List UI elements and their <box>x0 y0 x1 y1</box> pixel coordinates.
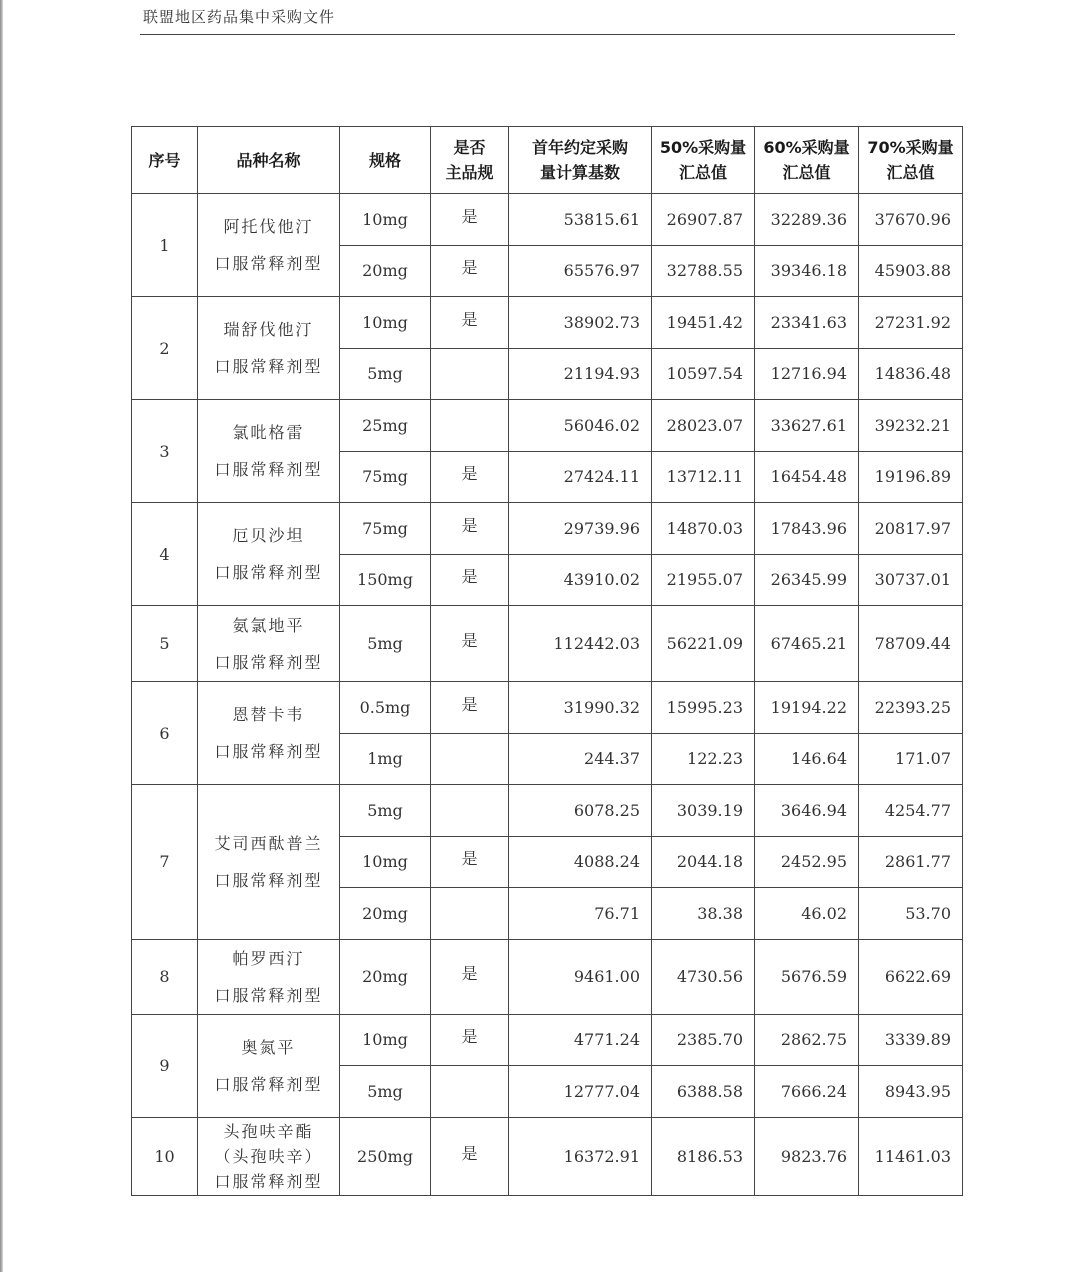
row-60pct-total: 32289.36 <box>755 194 859 246</box>
table-row <box>132 503 963 555</box>
table-row <box>132 785 963 837</box>
row-spec: 5mg <box>340 348 431 400</box>
row-50pct-total: 28023.07 <box>652 400 755 452</box>
row-main-spec <box>431 733 509 785</box>
col-header-70pct: 70%采购量 汇总值 <box>859 127 963 194</box>
table-row <box>132 194 963 246</box>
row-70pct-total: 4254.77 <box>859 785 963 837</box>
row-main-spec: 是 <box>431 939 509 1014</box>
row-base-volume: 76.71 <box>509 888 652 940</box>
row-70pct-total: 45903.88 <box>859 245 963 297</box>
col-header-50pct: 50%采购量 汇总值 <box>652 127 755 194</box>
dosage-form: 口服常释剂型 <box>214 563 323 582</box>
row-60pct-total: 17843.96 <box>755 503 859 555</box>
row-70pct-total: 6622.69 <box>859 939 963 1014</box>
table-row <box>132 400 963 452</box>
row-main-spec: 是 <box>431 503 509 555</box>
dosage-form: 口服常释剂型 <box>214 742 323 761</box>
drug-name: 厄贝沙坦 <box>232 526 305 545</box>
table-row <box>132 1117 963 1195</box>
row-base-volume: 6078.25 <box>509 785 652 837</box>
row-main-spec: 是 <box>431 554 509 606</box>
row-spec: 75mg <box>340 451 431 503</box>
row-drug-name <box>198 1117 340 1195</box>
row-spec: 5mg <box>340 785 431 837</box>
row-70pct-total: 171.07 <box>859 733 963 785</box>
row-base-volume: 31990.32 <box>509 682 652 734</box>
row-drug-name <box>198 194 340 297</box>
row-50pct-total: 38.38 <box>652 888 755 940</box>
row-60pct-total: 23341.63 <box>755 297 859 349</box>
table-row <box>132 606 963 682</box>
dosage-form: 口服常释剂型 <box>214 357 323 376</box>
row-base-volume: 4771.24 <box>509 1014 652 1066</box>
row-seq: 7 <box>132 785 198 940</box>
row-60pct-total: 16454.48 <box>755 451 859 503</box>
row-50pct-total: 4730.56 <box>652 939 755 1014</box>
row-spec: 10mg <box>340 1014 431 1066</box>
row-spec: 0.5mg <box>340 682 431 734</box>
row-70pct-total: 30737.01 <box>859 554 963 606</box>
row-spec: 10mg <box>340 194 431 246</box>
row-seq: 1 <box>132 194 198 297</box>
row-50pct-total: 19451.42 <box>652 297 755 349</box>
row-spec: 25mg <box>340 400 431 452</box>
row-base-volume: 4088.24 <box>509 836 652 888</box>
dosage-form: 口服常释剂型 <box>214 460 323 479</box>
table-row <box>132 939 963 1014</box>
row-base-volume: 65576.97 <box>509 245 652 297</box>
row-base-volume: 27424.11 <box>509 451 652 503</box>
row-spec: 20mg <box>340 888 431 940</box>
row-drug-name <box>198 400 340 503</box>
row-spec: 1mg <box>340 733 431 785</box>
dosage-form: 口服常释剂型 <box>214 870 323 890</box>
row-50pct-total: 6388.58 <box>652 1066 755 1118</box>
row-50pct-total: 26907.87 <box>652 194 755 246</box>
row-60pct-total: 2862.75 <box>755 1014 859 1066</box>
row-spec: 75mg <box>340 503 431 555</box>
row-60pct-total: 2452.95 <box>755 836 859 888</box>
row-main-spec: 是 <box>431 297 509 349</box>
table-row <box>132 682 963 734</box>
procurement-table <box>131 126 963 1196</box>
row-spec: 20mg <box>340 245 431 297</box>
row-50pct-total: 3039.19 <box>652 785 755 837</box>
row-base-volume: 244.37 <box>509 733 652 785</box>
row-base-volume: 43910.02 <box>509 554 652 606</box>
row-70pct-total: 3339.89 <box>859 1014 963 1066</box>
row-base-volume: 56046.02 <box>509 400 652 452</box>
row-main-spec <box>431 888 509 940</box>
row-seq: 5 <box>132 606 198 682</box>
row-50pct-total: 15995.23 <box>652 682 755 734</box>
row-spec: 150mg <box>340 554 431 606</box>
drug-name-alias: （头孢呋辛） <box>214 1146 323 1166</box>
row-60pct-total: 3646.94 <box>755 785 859 837</box>
row-main-spec: 是 <box>431 451 509 503</box>
col-header-base-volume: 首年约定采购 量计算基数 <box>509 127 652 194</box>
row-60pct-total: 9823.76 <box>755 1117 859 1195</box>
table-row <box>132 297 963 349</box>
row-60pct-total: 19194.22 <box>755 682 859 734</box>
row-drug-name <box>198 1014 340 1117</box>
drug-name: 帕罗西汀 <box>232 948 305 968</box>
row-main-spec: 是 <box>431 682 509 734</box>
row-70pct-total: 19196.89 <box>859 451 963 503</box>
row-drug-name <box>198 606 340 682</box>
table-header-row <box>132 127 963 194</box>
row-60pct-total: 5676.59 <box>755 939 859 1014</box>
row-seq: 8 <box>132 939 198 1014</box>
drug-name: 头孢呋辛酯 <box>223 1121 314 1141</box>
table-row <box>132 1014 963 1066</box>
dosage-form: 口服常释剂型 <box>214 1074 323 1094</box>
row-60pct-total: 46.02 <box>755 888 859 940</box>
document-header: 联盟地区药品集中采购文件 <box>143 8 336 26</box>
table-body <box>132 194 963 1196</box>
row-spec: 5mg <box>340 606 431 682</box>
row-60pct-total: 26345.99 <box>755 554 859 606</box>
row-base-volume: 112442.03 <box>509 606 652 682</box>
row-70pct-total: 22393.25 <box>859 682 963 734</box>
row-50pct-total: 2385.70 <box>652 1014 755 1066</box>
row-main-spec <box>431 400 509 452</box>
row-main-spec: 是 <box>431 1117 509 1195</box>
row-spec: 10mg <box>340 836 431 888</box>
row-70pct-total: 14836.48 <box>859 348 963 400</box>
dosage-form: 口服常释剂型 <box>214 1171 323 1191</box>
row-seq: 10 <box>132 1117 198 1195</box>
row-50pct-total: 56221.09 <box>652 606 755 682</box>
row-main-spec: 是 <box>431 1014 509 1066</box>
row-base-volume: 53815.61 <box>509 194 652 246</box>
row-60pct-total: 7666.24 <box>755 1066 859 1118</box>
row-seq: 2 <box>132 297 198 400</box>
dosage-form: 口服常释剂型 <box>214 652 323 672</box>
drug-name: 氨氯地平 <box>232 615 305 635</box>
col-header-spec: 规格 <box>340 127 431 194</box>
header-rule <box>140 34 955 35</box>
row-drug-name <box>198 503 340 606</box>
row-base-volume: 16372.91 <box>509 1117 652 1195</box>
drug-name: 瑞舒伐他汀 <box>223 320 314 339</box>
row-50pct-total: 32788.55 <box>652 245 755 297</box>
row-70pct-total: 39232.21 <box>859 400 963 452</box>
drug-name: 氯吡格雷 <box>232 423 305 442</box>
row-70pct-total: 11461.03 <box>859 1117 963 1195</box>
col-header-name: 品种名称 <box>198 127 340 194</box>
row-spec: 5mg <box>340 1066 431 1118</box>
row-70pct-total: 37670.96 <box>859 194 963 246</box>
row-seq: 4 <box>132 503 198 606</box>
dosage-form: 口服常释剂型 <box>214 985 323 1005</box>
col-header-main-spec: 是否 主品规 <box>431 127 509 194</box>
drug-name: 艾司西酞普兰 <box>214 833 323 853</box>
dosage-form: 口服常释剂型 <box>214 254 323 273</box>
row-drug-name <box>198 939 340 1014</box>
drug-name: 恩替卡韦 <box>232 705 305 724</box>
row-spec: 20mg <box>340 939 431 1014</box>
row-50pct-total: 21955.07 <box>652 554 755 606</box>
row-50pct-total: 13712.11 <box>652 451 755 503</box>
row-main-spec: 是 <box>431 194 509 246</box>
col-header-60pct: 60%采购量 汇总值 <box>755 127 859 194</box>
row-drug-name <box>198 682 340 785</box>
row-60pct-total: 146.64 <box>755 733 859 785</box>
row-base-volume: 21194.93 <box>509 348 652 400</box>
row-50pct-total: 2044.18 <box>652 836 755 888</box>
row-70pct-total: 8943.95 <box>859 1066 963 1118</box>
row-main-spec: 是 <box>431 245 509 297</box>
row-50pct-total: 14870.03 <box>652 503 755 555</box>
row-50pct-total: 10597.54 <box>652 348 755 400</box>
row-drug-name <box>198 785 340 940</box>
row-base-volume: 38902.73 <box>509 297 652 349</box>
row-main-spec <box>431 1066 509 1118</box>
page-edge-shadow <box>0 0 3 1272</box>
row-70pct-total: 53.70 <box>859 888 963 940</box>
drug-name: 阿托伐他汀 <box>223 217 314 236</box>
row-70pct-total: 27231.92 <box>859 297 963 349</box>
col-header-seq: 序号 <box>132 127 198 194</box>
row-60pct-total: 39346.18 <box>755 245 859 297</box>
row-main-spec: 是 <box>431 606 509 682</box>
row-50pct-total: 122.23 <box>652 733 755 785</box>
row-70pct-total: 2861.77 <box>859 836 963 888</box>
row-70pct-total: 20817.97 <box>859 503 963 555</box>
row-base-volume: 9461.00 <box>509 939 652 1014</box>
row-60pct-total: 33627.61 <box>755 400 859 452</box>
row-main-spec: 是 <box>431 836 509 888</box>
row-spec: 250mg <box>340 1117 431 1195</box>
row-spec: 10mg <box>340 297 431 349</box>
row-seq: 6 <box>132 682 198 785</box>
row-50pct-total: 8186.53 <box>652 1117 755 1195</box>
row-base-volume: 29739.96 <box>509 503 652 555</box>
row-70pct-total: 78709.44 <box>859 606 963 682</box>
row-60pct-total: 67465.21 <box>755 606 859 682</box>
row-seq: 9 <box>132 1014 198 1117</box>
drug-name: 奥氮平 <box>241 1037 296 1057</box>
row-main-spec <box>431 348 509 400</box>
row-60pct-total: 12716.94 <box>755 348 859 400</box>
row-main-spec <box>431 785 509 837</box>
row-drug-name <box>198 297 340 400</box>
row-seq: 3 <box>132 400 198 503</box>
row-base-volume: 12777.04 <box>509 1066 652 1118</box>
